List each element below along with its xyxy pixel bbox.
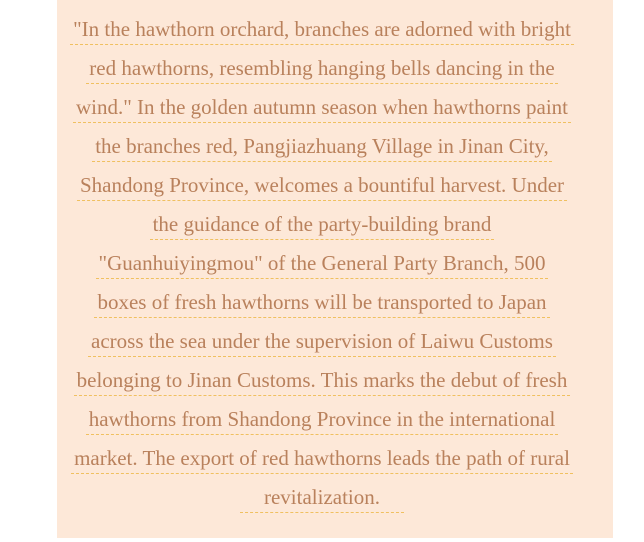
article-line-text: across the sea under the supervision of Laiwu Customs xyxy=(88,326,556,357)
article-line xyxy=(0,131,644,170)
article-paragraph xyxy=(0,14,644,521)
article-line-text: red hawthorns, resembling hanging bells dancing in the xyxy=(86,53,557,84)
article-line-text: "Guanhuiyingmou" of the General Party Branch, 500 xyxy=(96,248,549,279)
article-line-text: Shandong Province, welcomes a bountiful harvest. Under xyxy=(77,170,567,201)
article-line xyxy=(0,14,644,53)
article-line xyxy=(0,53,644,92)
article-line xyxy=(0,248,644,287)
article-line-text: revitalization. xyxy=(240,482,404,513)
article-line xyxy=(0,365,644,404)
article-line-text: "In the hawthorn orchard, branches are adorned with bright xyxy=(70,14,574,45)
article-line-text: hawthorns from Shandong Province in the international xyxy=(86,404,559,435)
article-line-text: boxes of fresh hawthorns will be transported to Japan xyxy=(94,287,549,318)
article-line-text: the guidance of the party-building brand xyxy=(150,209,495,240)
article-line xyxy=(0,92,644,131)
article-line-text: belonging to Jinan Customs. This marks the debut of fresh xyxy=(74,365,571,396)
article-line xyxy=(0,443,644,482)
article-line xyxy=(0,209,644,248)
article-line-text: wind." In the golden autumn season when hawthorns paint xyxy=(73,92,571,123)
article-line-text: market. The export of red hawthorns leads the path of rural xyxy=(71,443,573,474)
article-line xyxy=(0,326,644,365)
article-line xyxy=(0,404,644,443)
article-line-text: the branches red, Pangjiazhuang Village in Jinan City, xyxy=(92,131,552,162)
article-line xyxy=(0,170,644,209)
article-line xyxy=(0,482,644,521)
article-line xyxy=(0,287,644,326)
